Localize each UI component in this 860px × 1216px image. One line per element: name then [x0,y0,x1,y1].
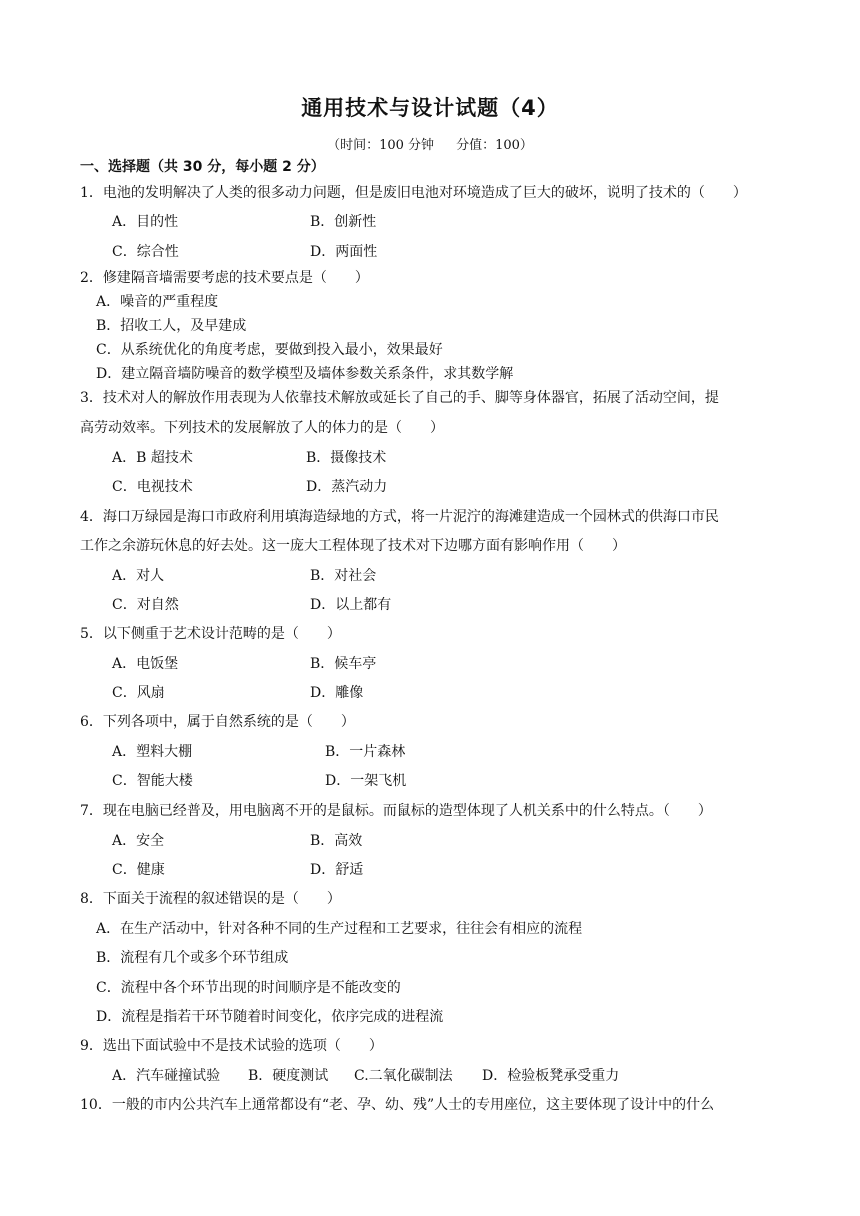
option: B．候车亭 [310,656,377,672]
question-stem: 4．海口万绿园是海口市政府利用填海造绿地的方式，将一片泥泞的海滩建造成一个园林式的供海口市民 [80,509,719,525]
option: A．电饭堡 [112,656,179,672]
option: D．以上都有 [310,597,392,613]
option: B．对社会 [310,568,377,584]
question-stem: 2．修建隔音墙需要考虑的技术要点是（ ） [80,270,369,286]
option: A．噪音的严重程度 [96,294,219,310]
option: D．检验板凳承受重力 [482,1068,620,1084]
option: D．雕像 [310,685,364,701]
question-stem: 7．现在电脑已经普及，用电脑离不开的是鼠标。而鼠标的造型体现了人机关系中的什么特点。（ ） [80,803,712,819]
question-stem: 3．技术对人的解放作用表现为人依靠技术解放或延长了自己的手、脚等身体器官，拓展了活动空间，提 [80,390,719,406]
option: C．电视技术 [112,479,193,495]
option: A．对人 [112,568,165,584]
question-stem: 9．选出下面试验中不是技术试验的选项（ ） [80,1038,383,1054]
option: C．智能大楼 [112,773,193,789]
option: B．招收工人，及早建成 [96,318,247,334]
question-stem: 10．一般的市内公共汽车上通常都设有“老、孕、幼、残”人士的专用座位，这主要体现了设计中的什么 [80,1097,715,1113]
option: C．风扇 [112,685,165,701]
option: B．摄像技术 [306,450,387,466]
question-stem: 6．下列各项中，属于自然系统的是（ ） [80,714,355,730]
exam-subtitle [0,134,860,153]
option: C．健康 [112,862,165,878]
option: B．创新性 [310,214,377,230]
option: C．对自然 [112,597,179,613]
option: C．综合性 [112,244,179,260]
exam-title: 通用技术与设计试题（4） [301,96,559,120]
exam-score: 分值：100） [456,138,533,153]
option: D．两面性 [310,244,378,260]
question-stem: 5．以下侧重于艺术设计范畴的是（ ） [80,626,341,642]
question-stem: 8．下面关于流程的叙述错误的是（ ） [80,891,341,907]
option: C．从系统优化的角度考虑，要做到投入最小，效果最好 [96,342,443,358]
option: A．在生产活动中，针对各种不同的生产过程和工艺要求，往往会有相应的流程 [96,921,583,937]
option: B．一片森林 [325,744,406,760]
question-stem: 高劳动效率。下列技术的发展解放了人的体力的是（ ） [80,420,444,436]
option: A．汽车碰撞试验 [112,1068,221,1084]
question-stem: 1．电池的发明解决了人类的很多动力问题，但是废旧电池对环境造成了巨大的破坏，说明了技术的（ ） [80,185,747,201]
option: D．蒸汽动力 [306,479,388,495]
option: C.二氧化碳制法 [354,1068,453,1084]
section-heading: 一、选择题（共 30 分，每小题 2 分） [80,159,325,175]
exam-time: （时间：100 分钟 [327,138,435,153]
option: D．流程是指若干环节随着时间变化，依序完成的进程流 [96,1009,444,1025]
option: C．流程中各个环节出现的时间顺序是不能改变的 [96,980,401,996]
question-stem: 工作之余游玩休息的好去处。这一庞大工程体现了技术对下边哪方面有影响作用（ ） [80,538,626,554]
option: B．硬度测试 [248,1068,329,1084]
option: B．高效 [310,833,363,849]
option: D．建立隔音墙防噪音的数学模型及墙体参数关系条件，求其数学解 [96,366,514,382]
option: B．流程有几个或多个环节组成 [96,950,289,966]
option: A．目的性 [112,214,179,230]
option: D．舒适 [310,862,364,878]
option: A．B 超技术 [112,450,193,466]
option: D．一架飞机 [325,773,407,789]
option: A．塑料大棚 [112,744,193,760]
option: A．安全 [112,833,165,849]
